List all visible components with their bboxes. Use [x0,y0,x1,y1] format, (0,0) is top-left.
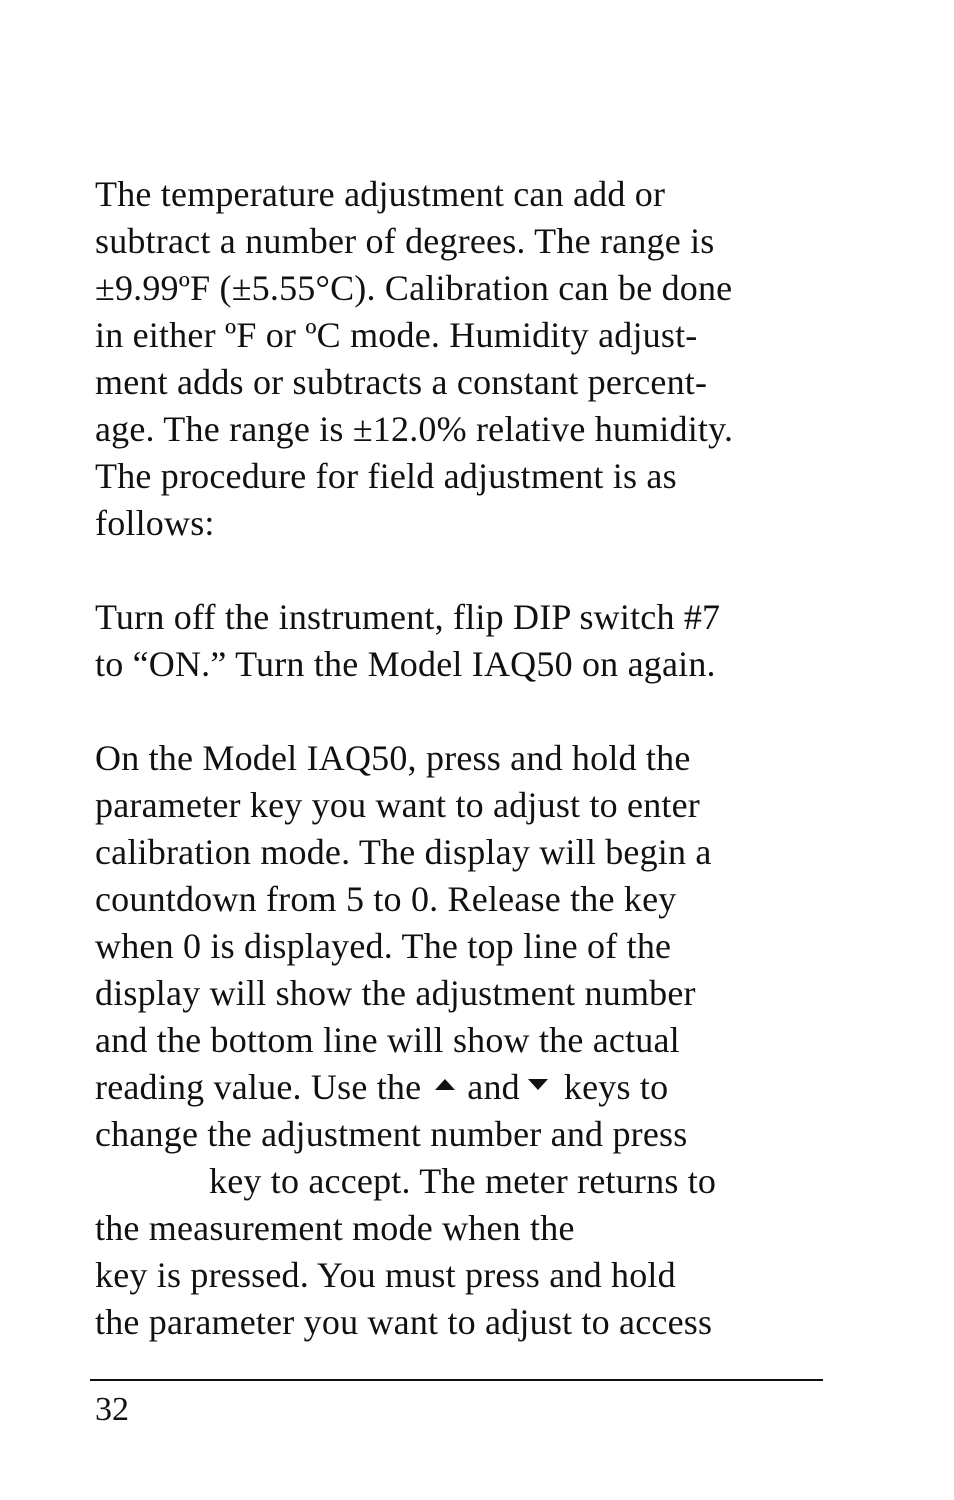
text-segment: and [467,1067,520,1107]
page-number: 32 [95,1391,129,1428]
text-line: and the bottom line will show the actual [95,1020,680,1060]
paragraph-dip-switch [95,594,855,688]
text-line: change the adjustment number and press [95,1114,688,1154]
text-line: display will show the adjustment number [95,973,696,1013]
text-line: subtract a number of degrees. The range is [95,221,715,261]
text-line: ±9.99ºF (±5.55°C). Calibration can be done [95,268,733,308]
text-line: The procedure for field adjustment is as [95,456,677,496]
text-segment: reading value. Use the [95,1067,422,1107]
text-line: ment adds or subtracts a constant percent- [95,362,708,402]
text-line: age. The range is ±12.0% relative humidity. [95,409,734,449]
text-line: On the Model IAQ50, press and hold the [95,738,691,778]
text-line: when 0 is displayed. The top line of the [95,926,672,966]
text-line-with-arrows [95,1064,855,1111]
paragraph-calibration-procedure [95,735,855,1346]
up-arrow-icon [435,1079,455,1090]
text-line: the measurement mode when the [95,1208,575,1248]
footer-divider [90,1379,823,1381]
text-segment: keys to [563,1067,669,1107]
text-line: follows: [95,503,215,543]
text-line: calibration mode. The display will begin a [95,832,712,872]
text-line: key to accept. The meter returns to [209,1161,717,1201]
text-line: countdown from 5 to 0. Release the key [95,879,677,919]
text-line: to “ON.” Turn the Model IAQ50 on again. [95,644,716,684]
text-line: key is pressed. You must press and hold [95,1255,676,1295]
text-line: parameter key you want to adjust to enter [95,785,700,825]
text-line: in either ºF or ºC mode. Humidity adjust- [95,315,698,355]
paragraph-adjustment-range [95,171,855,547]
down-arrow-icon [528,1079,548,1090]
text-line: the parameter you want to adjust to access [95,1302,713,1342]
text-line: The temperature adjustment can add or [95,174,666,214]
text-line: Turn off the instrument, flip DIP switch #7 [95,597,721,637]
